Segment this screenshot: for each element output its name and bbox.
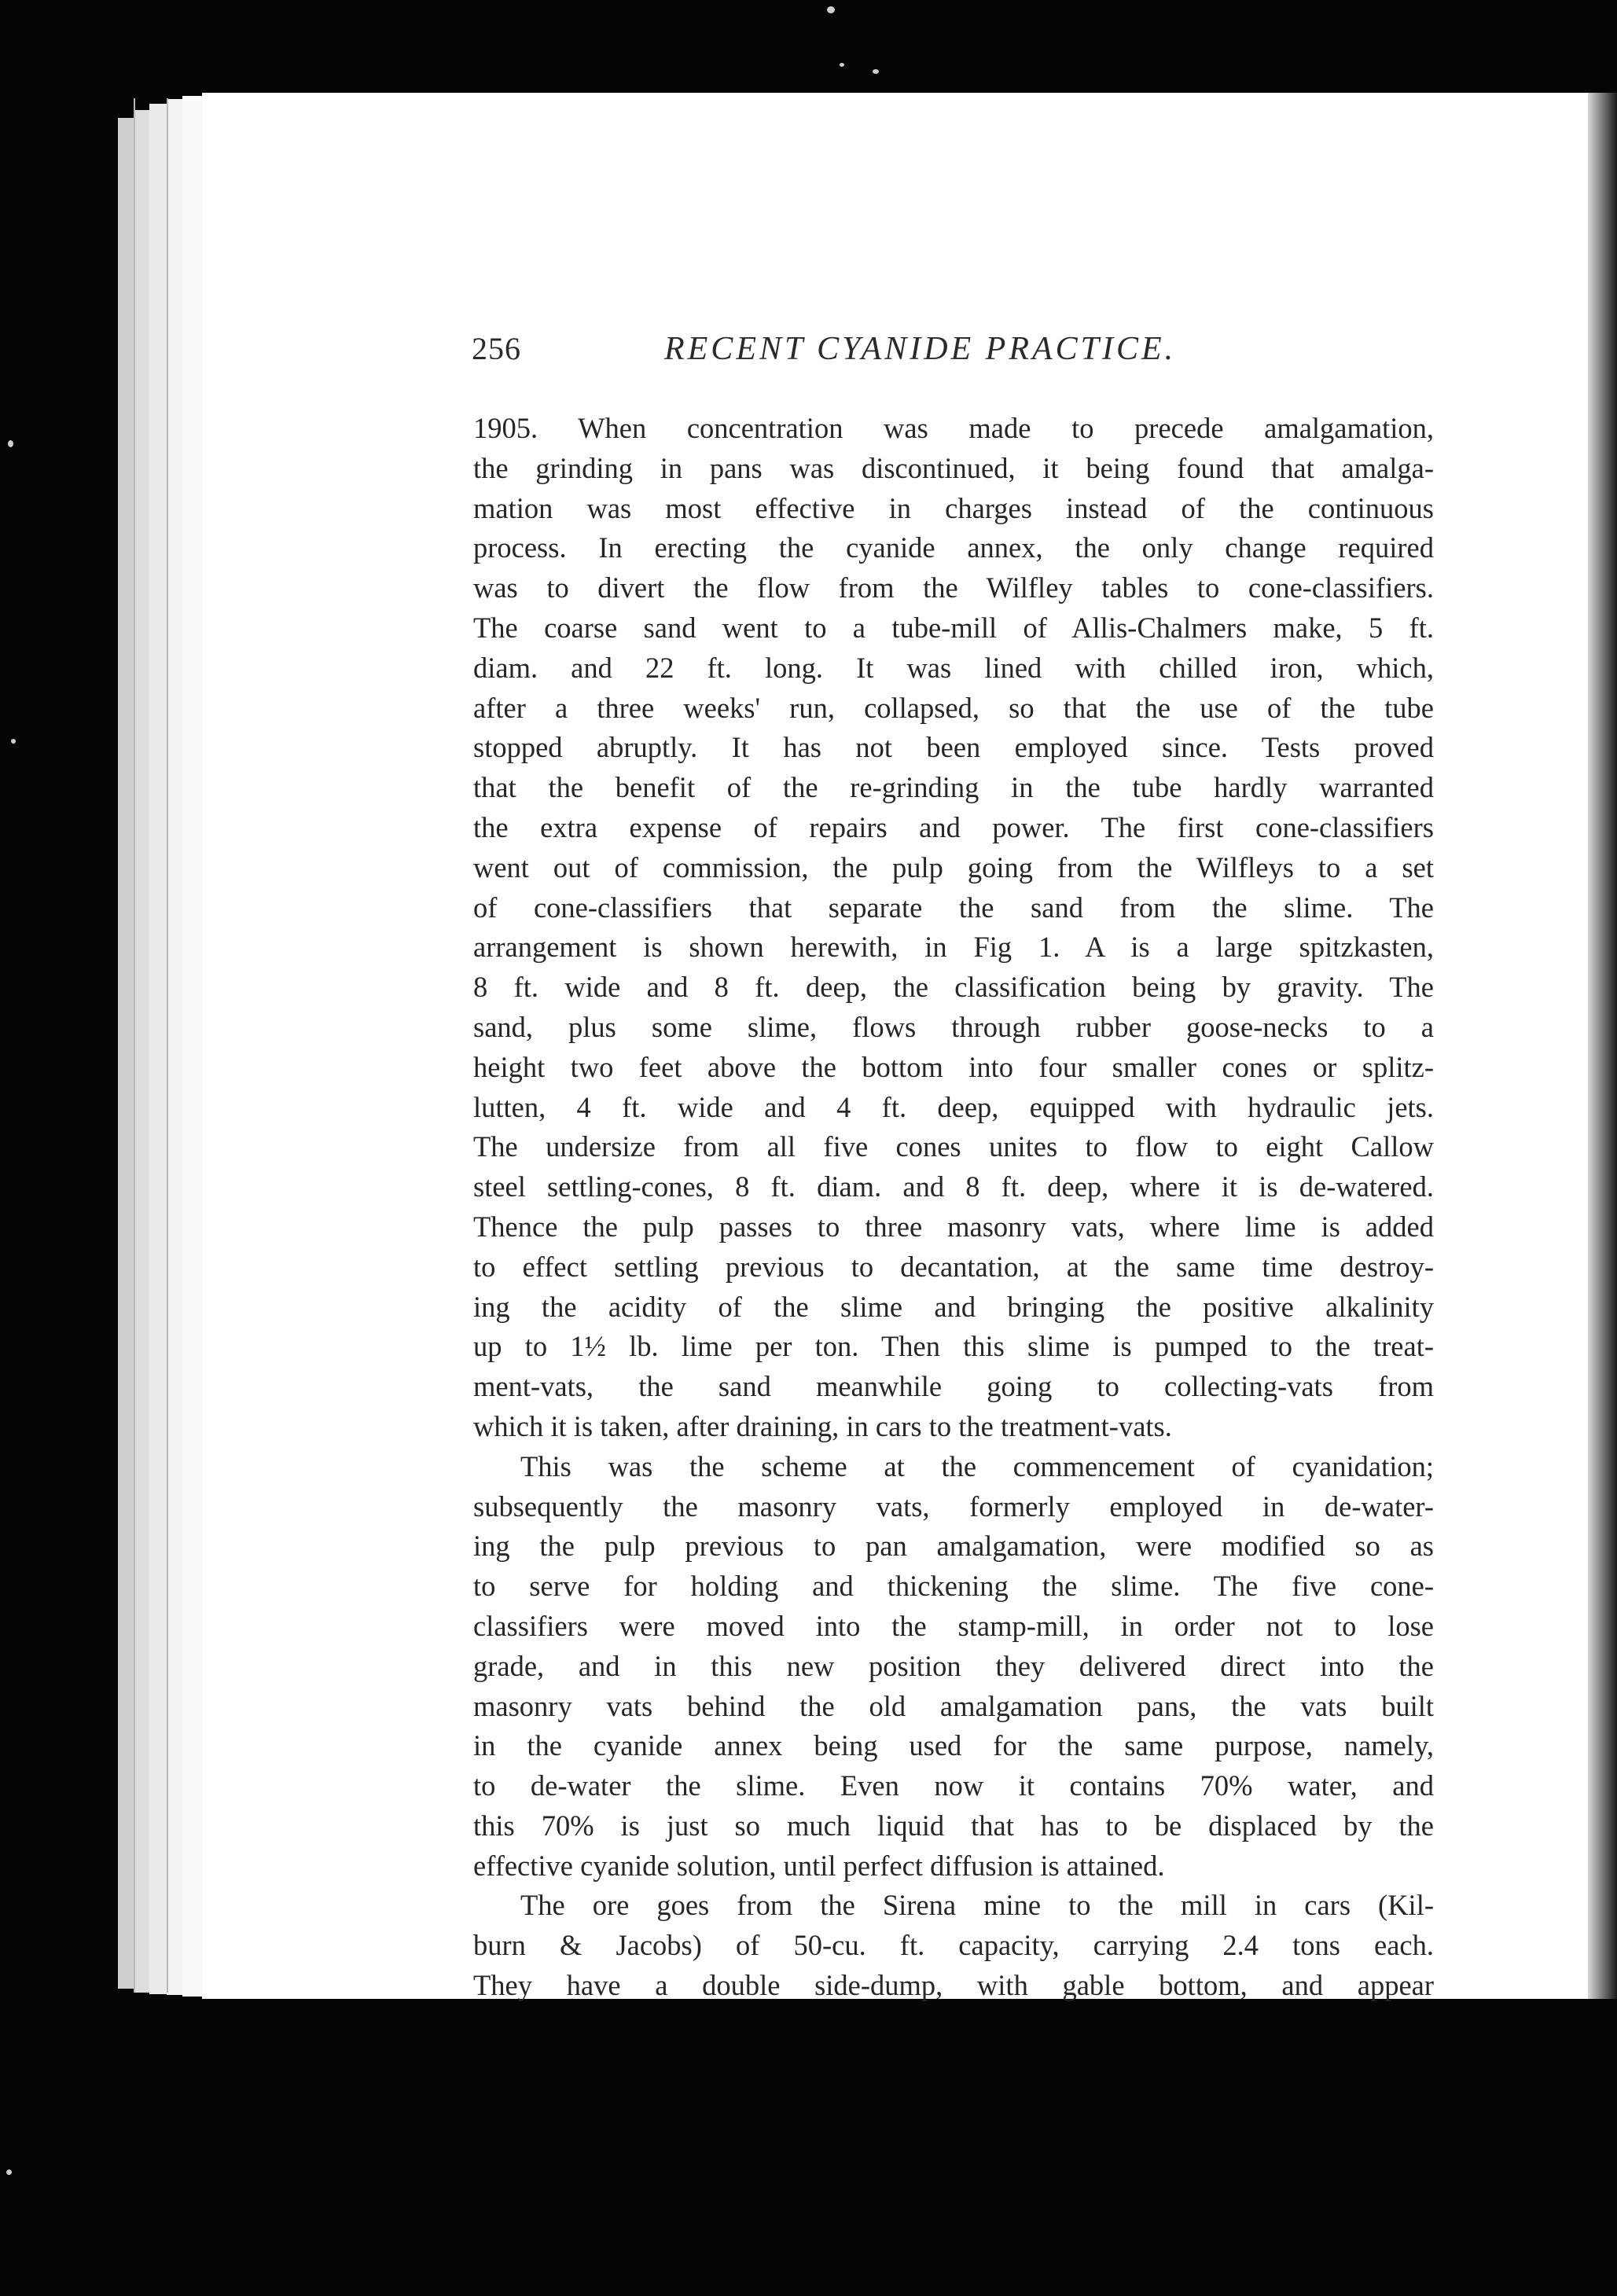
text-line: of cone-classifiers that separate the sand from the slime. The (473, 891, 1434, 924)
page-edge (167, 99, 182, 1995)
text-line: masonry vats behind the old amalgamation pans, the vats built (473, 1689, 1434, 1722)
text-line: arrangement is shown herewith, in Fig 1. A is a large spitzkasten, (473, 931, 1434, 964)
text-line: to effect settling previous to decantation, at the same time destroy- (473, 1250, 1434, 1283)
page-edge-line (134, 98, 135, 1993)
page-edge (182, 96, 202, 1997)
text-line: to serve for holding and thickening the slime. The five cone- (473, 1570, 1434, 1603)
page-gutter-shadow (1588, 93, 1617, 1999)
text-line: The ore goes from the Sirena mine to the mill in cars (Kil- (520, 1889, 1434, 1922)
text-line: to de-water the slime. Even now it contains 70% water, and (473, 1769, 1434, 1802)
text-line: 8 ft. wide and 8 ft. deep, the classification being by gravity. The (473, 971, 1434, 1004)
scan-speck (827, 6, 835, 13)
page-edge (134, 110, 149, 1993)
text-line: burn & Jacobs) of 50-cu. ft. capacity, carrying 2.4 tons each. (473, 1929, 1434, 1962)
running-head: RECENT CYANIDE PRACTICE. (664, 331, 1177, 367)
text-line: The coarse sand went to a tube-mill of Allis-Chalmers make, 5 ft. (473, 611, 1434, 644)
text-line: ing the acidity of the slime and bringing the positive alkalinity (473, 1290, 1434, 1323)
text-line: mation was most effective in charges instead of the continuous (473, 491, 1434, 524)
text-line: This was the scheme at the commencement of cyanidation; (520, 1449, 1434, 1482)
text-line: this 70% is just so much liquid that has to be displaced by the (473, 1809, 1434, 1842)
scan-speck (873, 69, 879, 74)
text-line: ing the pulp previous to pan amalgamation, were modified so as (473, 1530, 1434, 1563)
text-line: the grinding in pans was discontinued, it being found that amalga- (473, 451, 1434, 484)
text-line: in the cyanide annex being used for the same purpose, namely, (473, 1729, 1434, 1762)
text-line: 1905. When concentration was made to precede amalgamation, (473, 412, 1434, 444)
text-line: subsequently the masonry vats, formerly employed in de-water- (473, 1490, 1434, 1523)
text-line: diam. and 22 ft. long. It was lined with chilled iron, which, (473, 651, 1434, 684)
text-line: grade, and in this new position they delivered direct into the (473, 1649, 1434, 1682)
text-line: classifiers were moved into the stamp-mill, in order not to lose (473, 1609, 1434, 1642)
page-edge (118, 118, 134, 1989)
page-number: 256 (472, 331, 521, 366)
page-edge (149, 104, 167, 1994)
text-line: the extra expense of repairs and power. The first cone-classifiers (473, 810, 1434, 843)
page-header (472, 330, 1415, 377)
text-line: process. In erecting the cyanide annex, the only change required (473, 531, 1434, 564)
scan-speck (840, 63, 844, 67)
text-line: Thence the pulp passes to three masonry vats, where lime is added (473, 1210, 1434, 1243)
text-line: lutten, 4 ft. wide and 4 ft. deep, equipped with hydraulic jets. (473, 1090, 1434, 1123)
body-text (473, 409, 1434, 2006)
text-line: stopped abruptly. It has not been employed since. Tests proved (473, 731, 1434, 764)
page-edge-line (167, 98, 168, 1993)
scan-speck (8, 440, 13, 447)
text-line: They have a double side-dump, with gable bottom, and appear (473, 1969, 1434, 2002)
text-line: effective cyanide solution, until perfect diffusion is attained. (473, 1849, 1165, 1882)
text-line: sand, plus some slime, flows through rubber goose-necks to a (473, 1010, 1434, 1043)
text-line: height two feet above the bottom into four smaller cones or splitz- (473, 1050, 1434, 1083)
text-line: steel settling-cones, 8 ft. diam. and 8 ft. deep, where it is de-watered. (473, 1170, 1434, 1203)
text-line: which it is taken, after draining, in cars to the treatment-vats. (473, 1409, 1172, 1442)
text-line: The undersize from all five cones unites to flow to eight Callow (473, 1130, 1434, 1163)
text-line: was to divert the flow from the Wilfley tables to cone-classifiers. (473, 571, 1434, 604)
text-line: ment-vats, the sand meanwhile going to collecting-vats from (473, 1370, 1434, 1403)
text-line: up to 1½ lb. lime per ton. Then this slime is pumped to the treat- (473, 1330, 1434, 1363)
text-line: went out of commission, the pulp going from the Wilfleys to a set (473, 850, 1434, 884)
text-line: after a three weeks' run, collapsed, so that the use of the tube (473, 691, 1434, 724)
scan-speck (6, 2169, 12, 2175)
scan-speck (11, 739, 16, 744)
text-line: that the benefit of the re-grinding in the tube hardly warranted (473, 771, 1434, 804)
